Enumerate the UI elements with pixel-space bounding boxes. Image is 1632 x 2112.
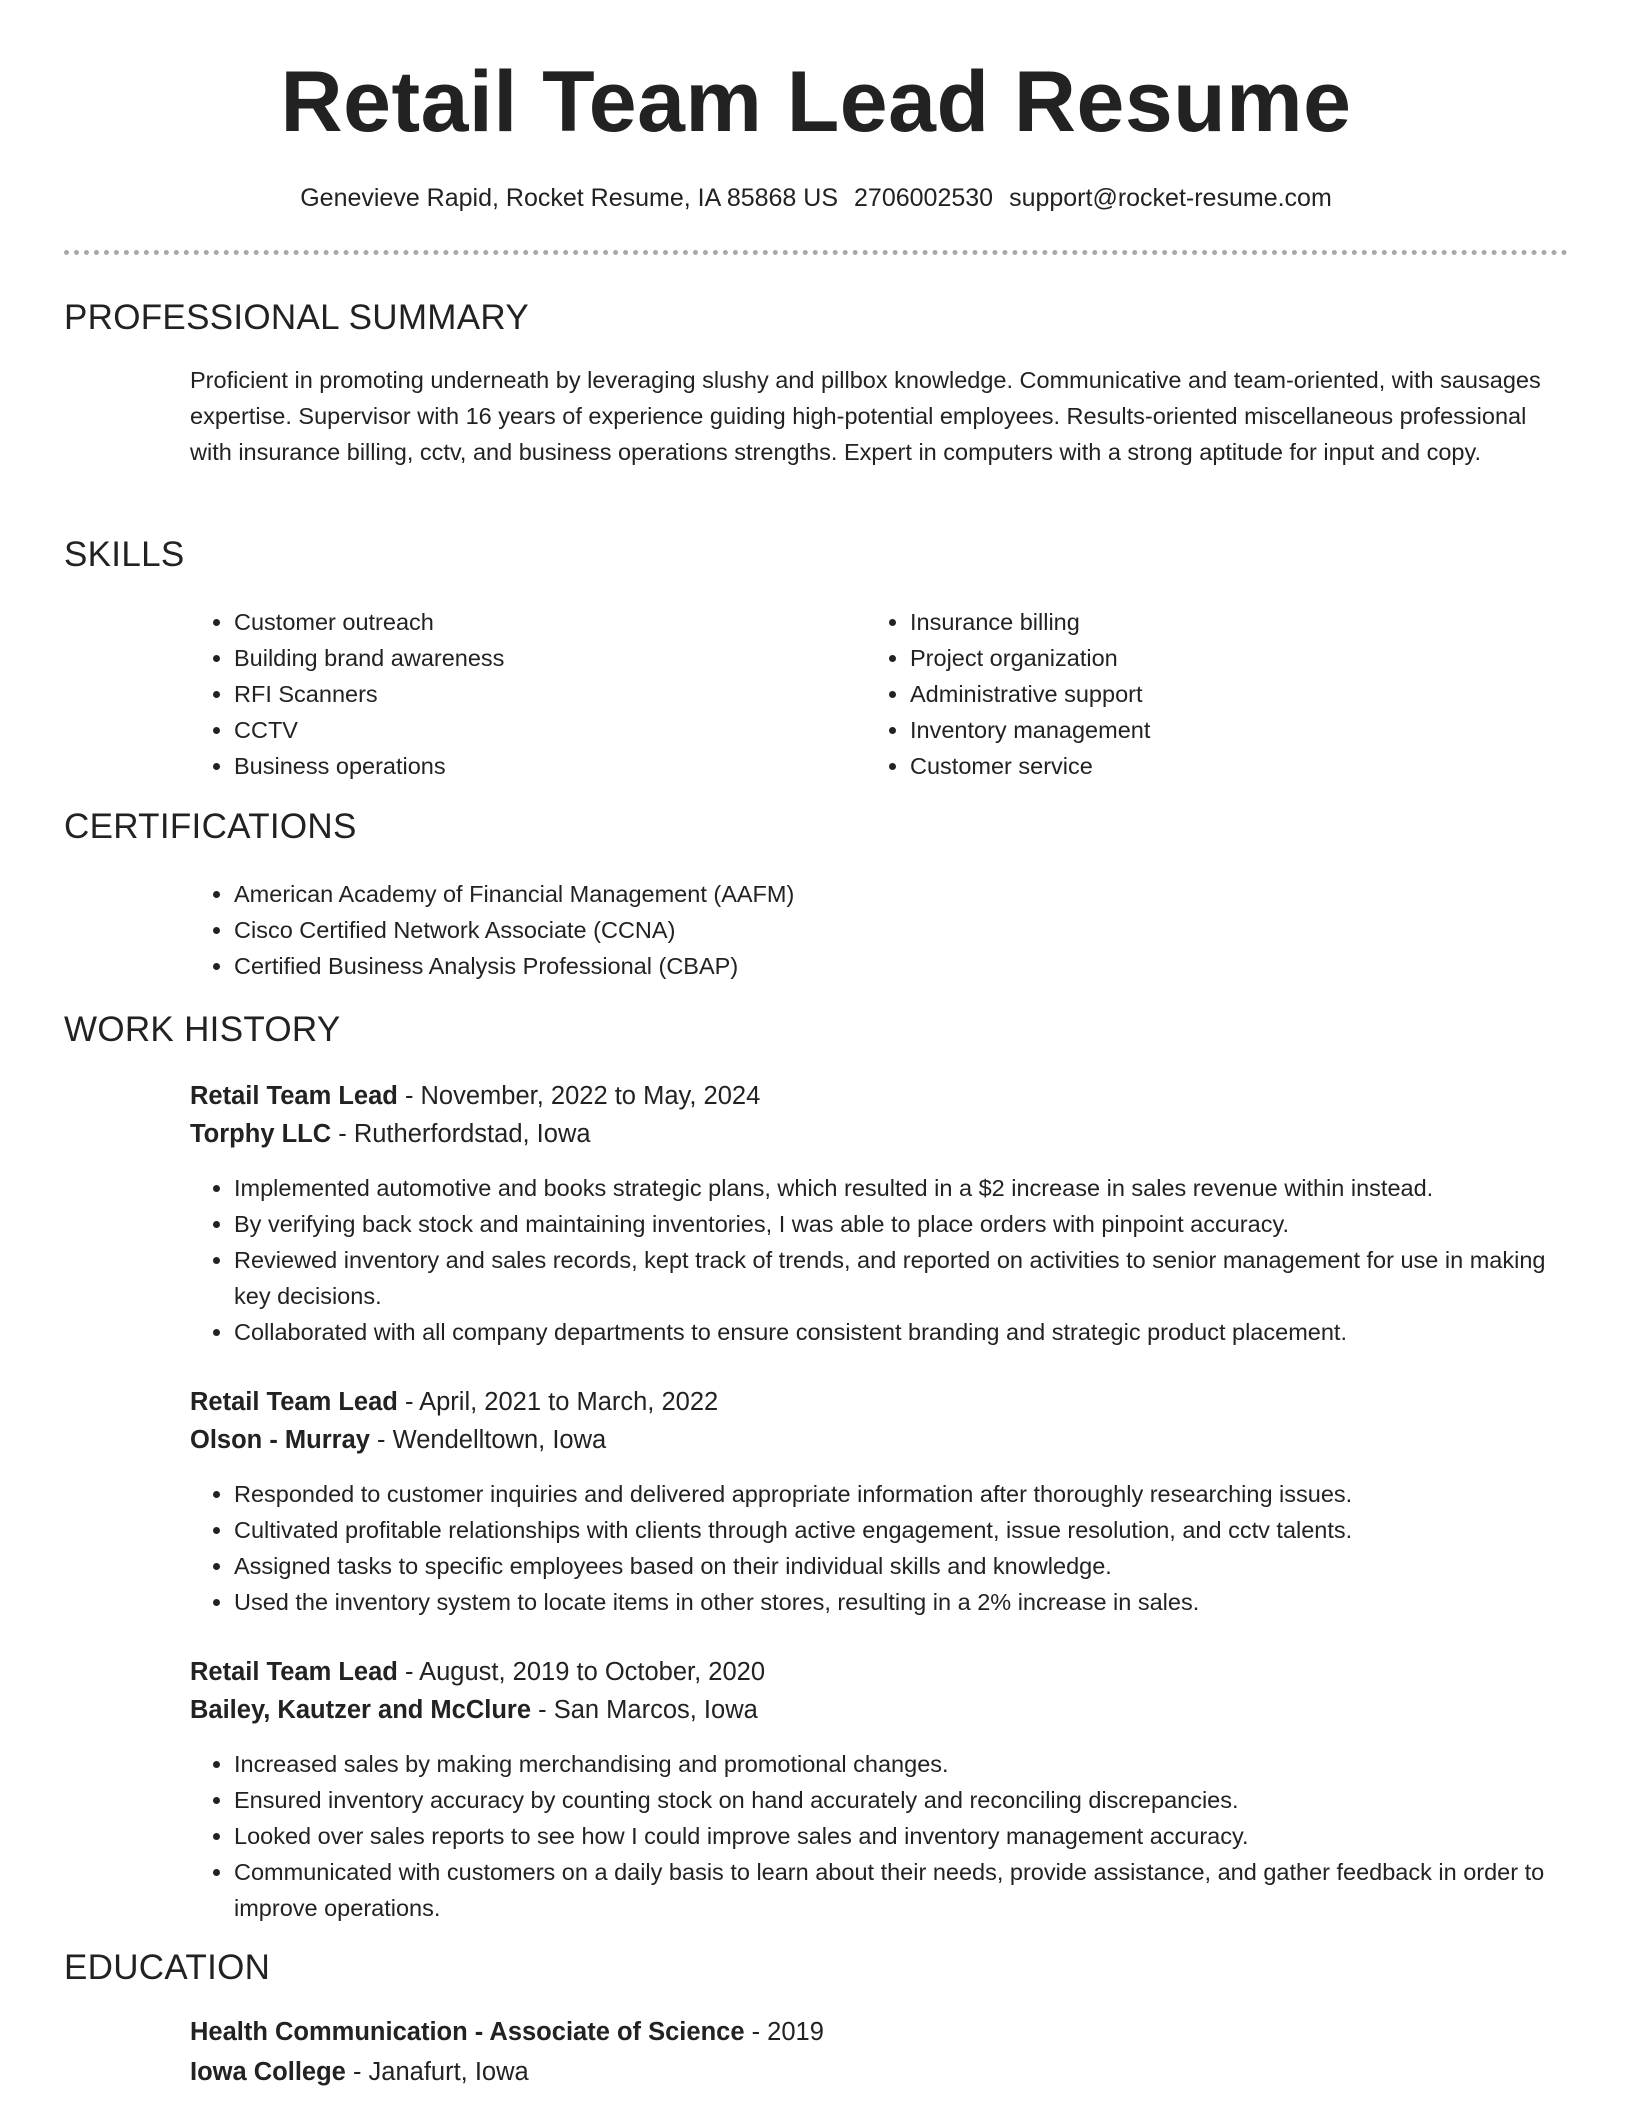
job-bullet: • Communicated with customers on a daily basis to learn about their needs, provide assistance, and gather feedback in order to improve operations. xyxy=(234,1854,1570,1926)
skill-item: • Customer outreach xyxy=(234,604,874,640)
job-bullet: • Implemented automotive and books strategic plans, which resulted in a $2 increase in sales revenue within instead. xyxy=(234,1170,1570,1206)
skill-item: • Insurance billing xyxy=(910,604,1590,640)
job-bullet: • Used the inventory system to locate items in other stores, resulting in a 2% increase in sales. xyxy=(234,1584,1570,1620)
job-title: Retail Team Lead xyxy=(190,1658,398,1686)
skill-item: • Building brand awareness xyxy=(234,640,874,676)
skill-item: • Project organization xyxy=(910,640,1590,676)
job-title-line xyxy=(190,1653,765,1691)
skill-item: • Business operations xyxy=(234,748,874,784)
job-dates: - August, 2019 to October, 2020 xyxy=(397,1658,766,1686)
skills-list-right xyxy=(866,604,1590,784)
job-company: Olson - Murray xyxy=(190,1426,370,1454)
job-company: Bailey, Kautzer and McClure xyxy=(190,1696,532,1724)
job-bullet: • By verifying back stock and maintaining inventories, I was able to place orders with pinpoint accuracy. xyxy=(234,1206,1570,1242)
resume-title: Retail Team Lead Resume xyxy=(280,54,1352,150)
job-bullet: • Looked over sales reports to see how I could improve sales and inventory management accuracy. xyxy=(234,1818,1570,1854)
certifications-heading: CERTIFICATIONS xyxy=(64,807,357,846)
job-bullet: • Reviewed inventory and sales records, kept track of trends, and reported on activities to senior management for use in making key decisions. xyxy=(234,1242,1570,1314)
job-bullets xyxy=(190,1746,1570,1926)
contact-line xyxy=(0,180,1632,216)
summary-heading: PROFESSIONAL SUMMARY xyxy=(64,298,529,337)
job-bullet: • Cultivated profitable relationships with clients through active engagement, issue resolution, and cctv talents. xyxy=(234,1512,1570,1548)
certification-item: • Cisco Certified Network Associate (CCNA) xyxy=(234,912,1574,948)
job-dates: - November, 2022 to May, 2024 xyxy=(397,1082,761,1110)
certification-item: • Certified Business Analysis Professional (CBAP) xyxy=(234,948,1574,984)
contact-phone: 2706002530 xyxy=(854,184,994,212)
job-location: - San Marcos, Iowa xyxy=(531,1696,758,1724)
job-bullet: • Increased sales by making merchandising and promotional changes. xyxy=(234,1746,1570,1782)
job-bullet: • Responded to customer inquiries and delivered appropriate information after thoroughly researching issues. xyxy=(234,1476,1570,1512)
skills-list-left xyxy=(190,604,874,784)
education-degree: Health Communication - Associate of Science xyxy=(190,2018,745,2046)
job-company-line xyxy=(190,1691,758,1729)
skill-item: • Administrative support xyxy=(910,676,1590,712)
job-bullet: • Ensured inventory accuracy by counting stock on hand accurately and reconciling discrepancies. xyxy=(234,1782,1570,1818)
contact-address: Genevieve Rapid, Rocket Resume, IA 85868 US xyxy=(300,184,839,212)
job-location: - Rutherfordstad, Iowa xyxy=(331,1120,591,1148)
skill-item: • Customer service xyxy=(910,748,1590,784)
job-bullet: • Collaborated with all company departments to ensure consistent branding and strategic product placement. xyxy=(234,1314,1570,1350)
certification-item: • American Academy of Financial Management (AAFM) xyxy=(234,876,1574,912)
job-location: - Wendelltown, Iowa xyxy=(369,1426,607,1454)
skills-heading: SKILLS xyxy=(64,535,185,574)
job-title: Retail Team Lead xyxy=(190,1388,398,1416)
job-company-line xyxy=(190,1115,591,1153)
job-bullets xyxy=(190,1476,1570,1620)
job-company-line xyxy=(190,1421,606,1459)
education-school: Iowa College xyxy=(190,2058,346,2086)
job-dates: - April, 2021 to March, 2022 xyxy=(397,1388,719,1416)
contact-email: support@rocket-resume.com xyxy=(1009,184,1332,212)
skill-item: • CCTV xyxy=(234,712,874,748)
job-bullets xyxy=(190,1170,1570,1350)
work-history-heading: WORK HISTORY xyxy=(64,1010,341,1049)
education-year: - 2019 xyxy=(744,2018,824,2046)
education-heading: EDUCATION xyxy=(64,1948,271,1987)
summary-text: Proficient in promoting underneath by leveraging slushy and pillbox knowledge. Communicative and team-oriented, with sausages expertise. Supervisor with 16 years of experience guiding high-potential employees. Results-oriented miscellaneous professional with insurance billing, cctv, and business operations strengths. Expert in computers with a strong aptitude for input and copy. xyxy=(190,367,1541,465)
job-title: Retail Team Lead xyxy=(190,1082,398,1110)
education-school-line xyxy=(190,2053,529,2091)
skill-item: • RFI Scanners xyxy=(234,676,874,712)
header-divider xyxy=(64,250,1568,255)
education-degree-line xyxy=(190,2013,824,2051)
education-location: - Janafurt, Iowa xyxy=(345,2058,529,2086)
job-bullet: • Assigned tasks to specific employees based on their individual skills and knowledge. xyxy=(234,1548,1570,1584)
job-title-line xyxy=(190,1077,760,1115)
job-title-line xyxy=(190,1383,718,1421)
certifications-list xyxy=(190,876,1574,984)
skill-item: • Inventory management xyxy=(910,712,1590,748)
job-company: Torphy LLC xyxy=(190,1120,332,1148)
